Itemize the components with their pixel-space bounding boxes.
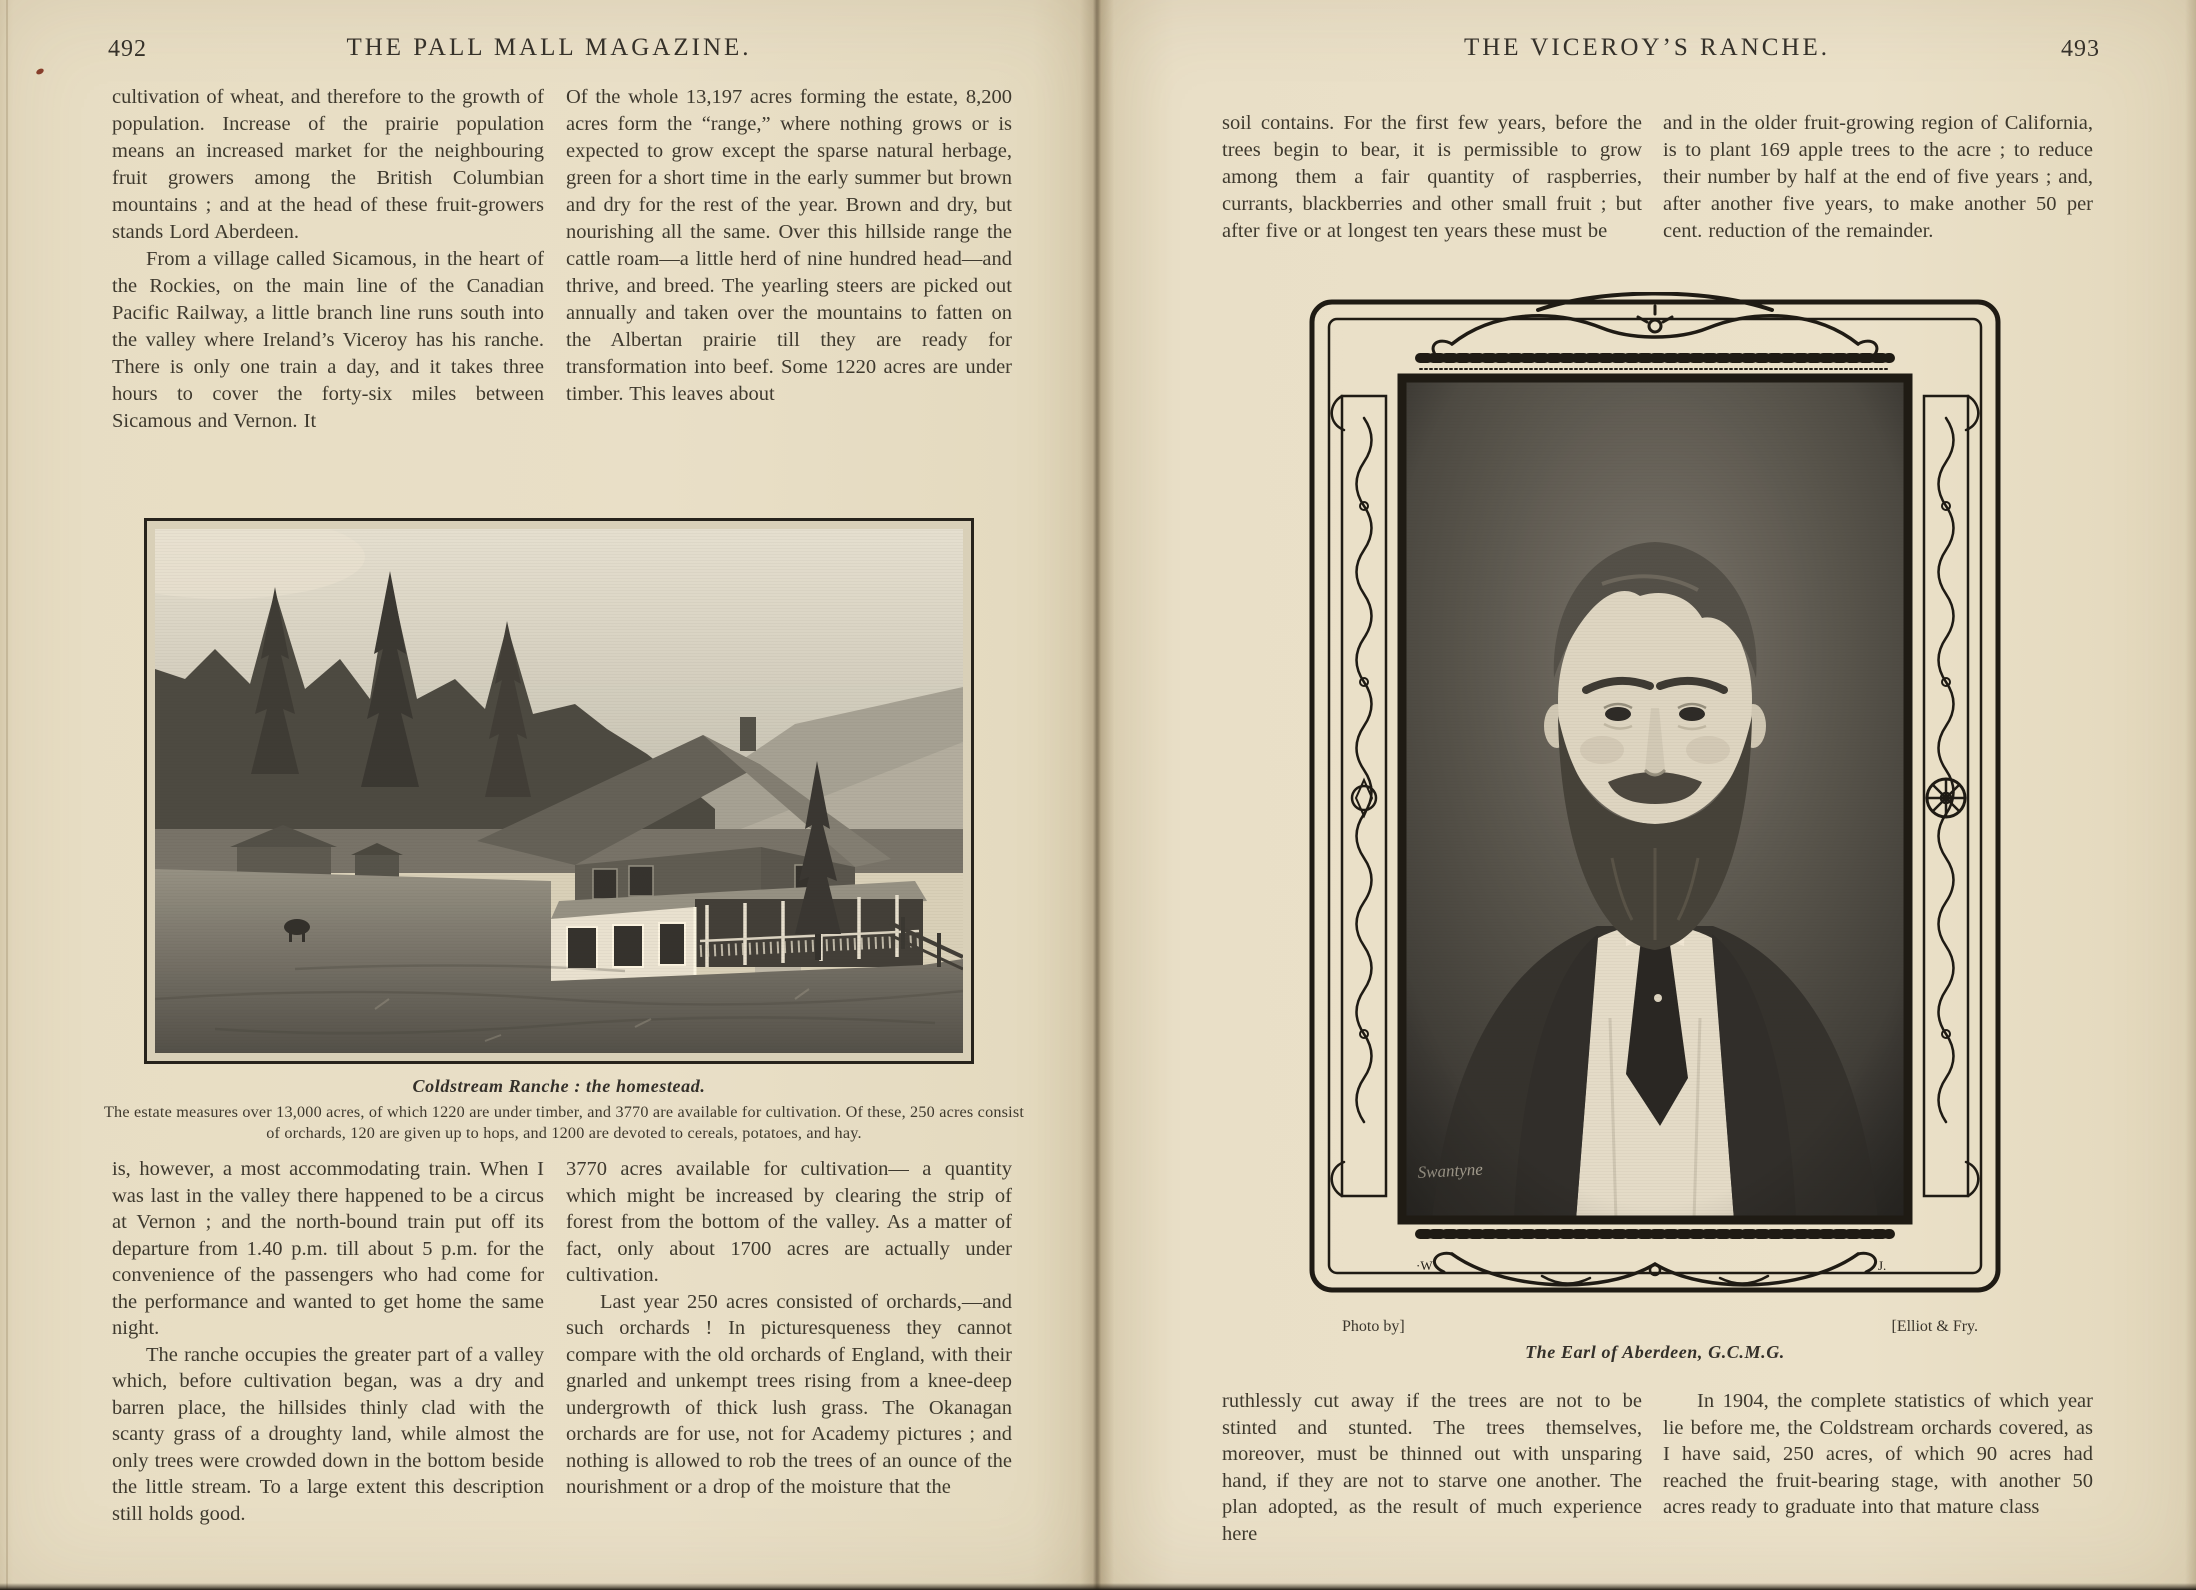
right-top-column-1 <box>1222 110 1642 245</box>
left-top-column-2 <box>566 84 1012 408</box>
paragraph: soil contains. For the first few years, before the trees begin to bear, it is permissible to grow among them a fair quantity of raspberries, currants, blackberries and other small fruit ; but after five or at longest ten years these must be <box>1222 112 1642 242</box>
homestead-subcaption: The estate measures over 13,000 acres, of which 1220 are under timber, and 3770 are available for cultivation. Of these, 250 acres consist of orchards, 120 are given up to hops, and 1200 are devoted to cereals, potatoes, and hay. <box>103 1103 1025 1142</box>
photo-credit-left: Photo by] <box>1342 1318 1405 1335</box>
right-bottom-column-1 <box>1222 1388 1642 1547</box>
paragraph: From a village called Sicamous, in the heart of the Rockies, on the main line of the Canadian Pacific Railway, a little branch line runs south into the valley where Ireland’s Viceroy has his ranche. There is only one train a day, and it takes three hours to cover the forty-six miles between Sicamous and Vernon. It <box>112 248 544 432</box>
running-title-left: THE PALL MALL MAGAZINE. <box>346 34 752 61</box>
portrait-caption: The Earl of Aberdeen, G.C.M.G. <box>1525 1342 1785 1362</box>
left-bottom-column-2 <box>566 1156 1012 1501</box>
homestead-photo <box>144 518 974 1064</box>
paragraph: In 1904, the complete statistics of which year lie before me, the Coldstream orchards covered, as I have said, 250 acres, of which 90 acres had reached the fruit-bearing stage, with another 50 acres ready to graduate into that mature class <box>1663 1390 2093 1518</box>
scan-edge-left <box>6 0 8 1590</box>
frame-mark-right: J. <box>1878 1258 1887 1273</box>
left-top-column-1 <box>112 84 544 435</box>
running-title-right: THE VICEROY’S RANCHE. <box>1463 34 1830 61</box>
paragraph: ruthlessly cut away if the trees are not to be stinted and stunted. The trees themselves, moreover, must be thinned out with unsparing hand, if they are not to starve one another. The plan adopted, as the result of much experience here <box>1222 1390 1642 1545</box>
paragraph: Last year 250 acres consisted of orchards,—and such orchards ! In picturesqueness they cannot compare with the old orchards of England, with their gnarled and unkempt trees rising from a knee-deep undergrowth of thick lush grass. The Okanagan orchards are for use, not for Academy pictures ; and nothing is allowed to rob the trees of an ounce of the nourishment or a drop of the moisture that the <box>566 1290 1012 1498</box>
page-number-left: 492 <box>108 36 147 62</box>
paragraph: Of the whole 13,197 acres forming the estate, 8,200 acres form the “range,” where nothing grows or is expected to grow except the sparse natural herbage, green for a short time in the early summer but brown and dry for the rest of the year. Brown and dry, but nourishing all the same. Over this hillside range the cattle roam—a little herd of nine hundred head—and thrive, and breed. The yearling steers are picked out annually and taken over the mountains to fatten on the Albertan prairie till they are ready for transformation into beef. Some 1220 acres are under timber. This leaves about <box>566 86 1012 405</box>
homestead-photo-illustration <box>155 529 963 1053</box>
paragraph: cultivation of wheat, and therefore to the growth of population. Increase of the prairie population means an increased market for the neighbouring fruit growers among the British Columbian mountains ; and at the head of these fruit-growers stands Lord Aberdeen. <box>112 86 544 243</box>
right-top-column-2 <box>1663 110 2093 245</box>
portrait-illustration <box>1402 378 1908 1220</box>
paragraph: is, however, a most accommodating train. When I was last in the valley there happened to be a circus at Vernon ; and the north-bound train put off its departure from 1.40 p.m. till about 5 p.m. for the convenience of the passengers who had come for the performance and wanted to get home the same night. <box>112 1158 544 1339</box>
paragraph: and in the older fruit-growing region of California, is to plant 169 apple trees to the acre ; to reduce their number by half at the end of five years ; and, after another five years, to make another 50 per cent. reduction of the remainder. <box>1663 112 2093 242</box>
homestead-caption: Coldstream Ranche : the homestead. <box>412 1076 706 1096</box>
page-number-right: 493 <box>2061 36 2100 62</box>
paragraph: 3770 acres available for cultivation— a quantity which might be increased by clearing the strip of forest from the bottom of the valley. As a matter of fact, only about 1700 acres are actually under cultivation. <box>566 1158 1012 1286</box>
right-bottom-column-2 <box>1663 1388 2093 1521</box>
paragraph: The ranche occupies the greater part of a valley which, before cultivation began, was a dry and barren place, the hillsides thinly clad with the scanty grass of a droughty land, while almost the only trees were crowded down in the bottom beside the little stream. To a large extent this description still holds good. <box>112 1343 544 1525</box>
photo-credit-right: [Elliot & Fry. <box>1891 1318 1978 1335</box>
frame-mark-left: ·W <box>1416 1258 1433 1273</box>
portrait-frame <box>1302 292 2008 1300</box>
photo-credits-row <box>1302 1318 2008 1336</box>
portrait-photo <box>1402 378 1908 1220</box>
left-bottom-column-1 <box>112 1156 544 1527</box>
